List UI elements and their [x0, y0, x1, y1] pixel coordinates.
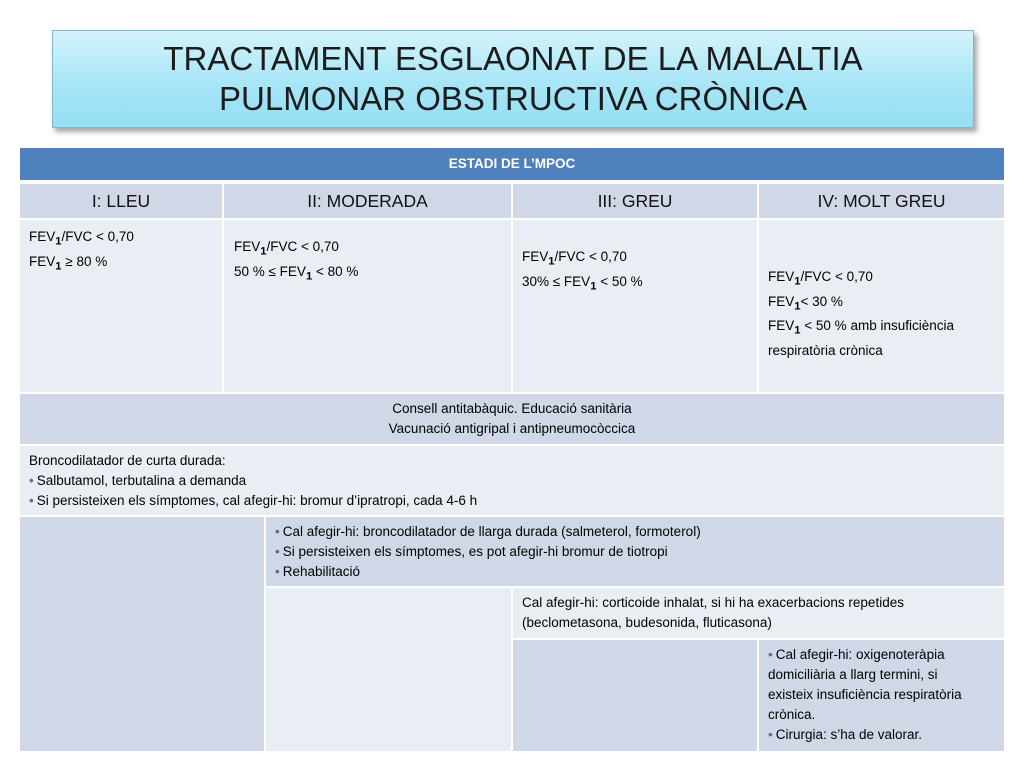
list-item: • Cal afegir-hi: broncodilatador de llarga durada (salmeterol, formoterol) [275, 524, 701, 539]
title-line-1: TRACTAMENT ESGLAONAT DE LA MALALTIA [163, 40, 863, 77]
corticoid-line-1: Cal afegir-hi: corticoide inhalat, si hi ha exacerbacions repetides [522, 595, 904, 610]
stage-2-criteria [224, 220, 511, 392]
short-acting-intro: Broncodilatador de curta durada: [29, 453, 226, 468]
stage-2-header [224, 184, 511, 218]
list-item-continuation: crònica. [768, 707, 816, 722]
corticoid-line-2: (beclometasona, budesonida, fluticasona) [522, 615, 772, 630]
empty-cell [20, 517, 264, 751]
criteria-line: $FEV_1$/FVC < 0,70 [29, 229, 134, 248]
criteria-line: $30\% \le FEV_1 < 50$ % [522, 273, 643, 293]
stage-1-criteria [20, 220, 222, 392]
list-item-continuation: existeix insuficiència respiratòria [768, 687, 962, 702]
criteria-line: $FEV_1 < 50$ % amb insuficiència [768, 318, 954, 338]
stage-3-criteria [513, 220, 757, 392]
stage-3-header [513, 184, 757, 218]
general-measures-line-2: Vacunació antigripal i antipneumocòccica [388, 421, 636, 436]
criteria-line: $FEV_1< 30$ % [768, 293, 843, 313]
general-measures [20, 394, 1004, 444]
criteria-line: $FEV_1$/FVC < 0,70 [522, 249, 627, 268]
stage-3-label: III: GREU [597, 191, 673, 211]
stage-4-header [759, 184, 1004, 218]
list-item: • Si persisteixen els símptomes, es pot afegir-hi bromur de tiotropi [275, 544, 668, 559]
slide-title [52, 30, 974, 128]
stage-4-label: IV: MOLT GREU [817, 191, 946, 211]
list-item: • Cirurgia: s’ha de valorar. [768, 727, 923, 742]
list-item: • Salbutamol, terbutalina a demanda [29, 473, 247, 488]
criteria-line: $FEV_1$/FVC < 0,70 [768, 269, 873, 288]
stage-1-header [20, 184, 222, 218]
stage-1-label: I: LLEU [91, 191, 151, 211]
empty-cell [513, 640, 757, 751]
list-item: • Si persisteixen els símptomes, cal afegir-hi: bromur d’ipratropi, cada 4-6 h [29, 493, 478, 508]
criteria-line: respiratòria crònica [768, 343, 883, 359]
stage-4-criteria [759, 220, 1004, 392]
short-acting-treatment [20, 446, 1004, 515]
title-line-2: PULMONAR OBSTRUCTIVA CRÒNICA [219, 80, 807, 117]
criteria-line: $FEV_1 \ge 80$ % [29, 253, 108, 273]
stage-2-label: II: MODERADA [307, 191, 428, 211]
criteria-line: 50 % ≤ $FEV_1 < 80$ % [234, 263, 359, 283]
long-acting-treatment [266, 517, 1004, 586]
general-measures-line-1: Consell antitabàquic. Educació sanitària [392, 401, 632, 416]
criteria-line: $FEV_1$/FVC < 0,70 [234, 239, 339, 258]
empty-cell [266, 588, 511, 751]
corticoid-treatment [513, 588, 1004, 638]
list-item-continuation: domiciliària a llarg termini, si [768, 667, 938, 682]
table-header [20, 148, 1004, 182]
list-item: • Rehabilitació [275, 564, 361, 579]
table-header-label: ESTADI DE L’MPOC [448, 156, 576, 171]
list-item: • Cal afegir-hi: oxigenoteràpia [768, 647, 945, 662]
oxygen-therapy-treatment [759, 640, 1004, 751]
